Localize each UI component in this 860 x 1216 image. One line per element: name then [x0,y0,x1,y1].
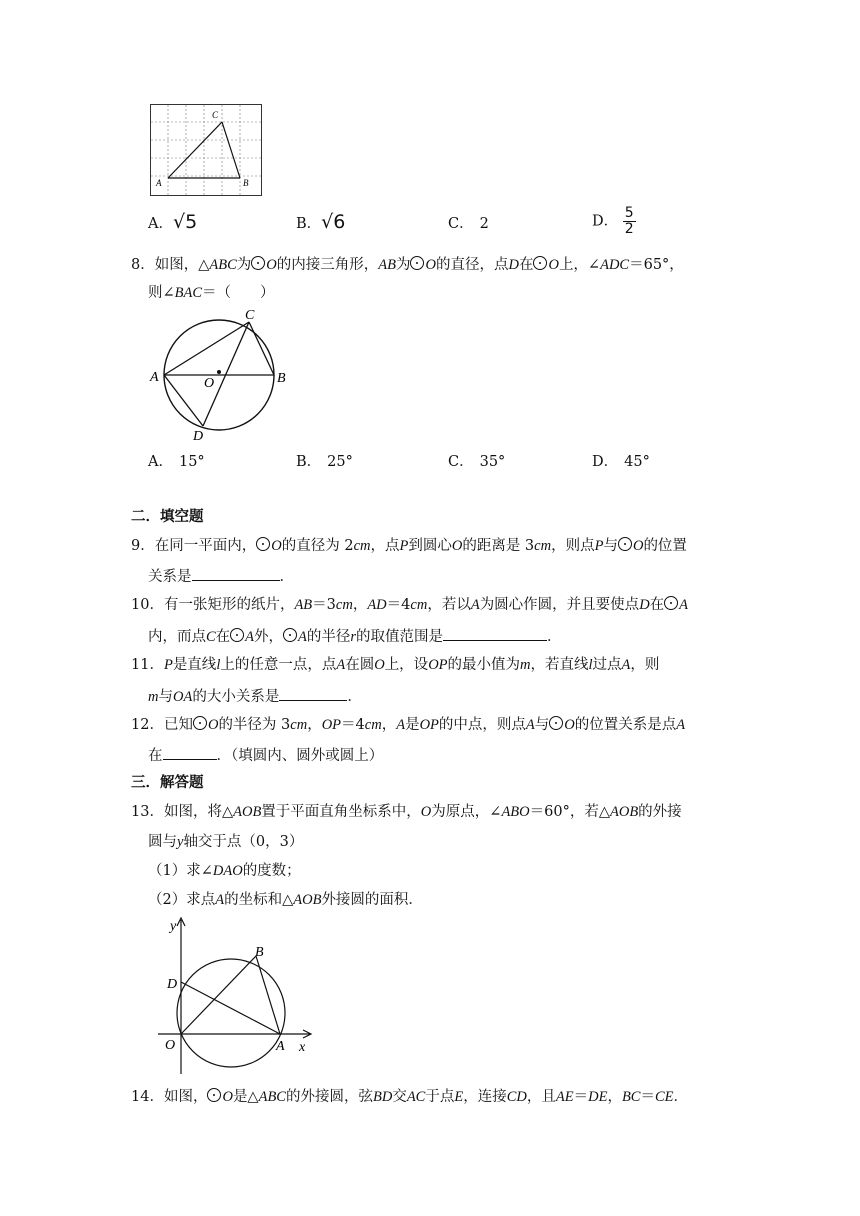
q7-option-d [592,206,636,237]
option-fraction [623,206,636,237]
circle-dot-icon [256,537,270,551]
answer-blank[interactable] [163,744,217,760]
circle-dot-icon [207,1088,221,1102]
circle-dot-icon [283,628,297,642]
fraction-numerator: 5 [624,205,634,221]
q13-sub1: （1）求∠DAO的度数； [148,863,301,879]
q13-label-o: O [165,1038,176,1053]
section-fill-in-blank: 二．填空题 [131,508,204,525]
q8-stem-line1: 8．如图，△ABC为 O的内接三角形，AB为 O的直径，点D在 O上，∠ADC＝65°， [131,257,684,273]
q7-option-c [448,214,489,234]
option-letter: A． [148,216,173,232]
q13-coordinate-figure [158,914,318,1080]
q11-stem-line2: m与OA的大小关系是 ． [148,685,362,707]
q8-label-b: B [277,371,286,386]
circle-dot-icon [533,256,547,270]
option-value: 2 [479,216,489,232]
q7-grid-figure [150,104,262,196]
q14-stem-line1: 14．如图， O是△ABC的外接圆，弦BD交AC于点E，连接CD，且AE＝DE，BC＝CE． [131,1089,688,1105]
q7-option-a [148,212,197,234]
q8-stem-line2: 则∠BAC＝（ ） [148,285,275,301]
q13-stem-line2: 圆与y轴交于点（0，3） [148,834,304,850]
circle-dot-icon [664,596,678,610]
q13-label-b: B [255,945,264,960]
q8-option-a: A． 15° [148,454,205,470]
q8-label-o: O [204,376,215,391]
q13-stem-line1: 13．如图，将△AOB置于平面直角坐标系中，O为原点，∠ABO＝60°，若△AOB的外接 [131,804,682,820]
option-value: √5 [172,211,198,233]
answer-blank[interactable] [443,625,547,641]
option-value: √6 [321,211,346,233]
q8-label-a: A [150,370,159,385]
circle-dot-icon [230,628,244,642]
q8-option-d: D． 45° [592,454,650,470]
q13-label-d: D [167,977,178,992]
circle-dot-icon [549,716,563,730]
circle-dot-icon [193,716,207,730]
circle-dot-icon [618,537,632,551]
q10-stem-line1: 10．有一张矩形的纸片，AB＝3cm，AD＝4cm，若以A为圆心作圆，并且要使点D在 A [131,597,689,613]
option-letter: B． [296,216,322,232]
option-letter: C． [448,216,474,232]
q13-label-a: A [276,1039,285,1054]
answer-blank[interactable] [279,685,347,701]
q9-stem-line1: 9．在同一平面内， O的直径为 2cm，点P到圆心O的距离是 3cm，则点P与 O的位置 [131,538,687,554]
q12-stem-line2: 在 ．（填圆内、圆外或圆上） [148,744,383,766]
q8-option-b: B． 25° [296,454,353,470]
q7-label-c: C [212,110,219,120]
q13-label-y: y [170,919,177,934]
q12-stem-line1: 12．已知 O的半径为 3cm，OP＝4cm，A是OP的中点，则点A与 O的位置关系是点A [131,717,686,733]
q8-option-c: C． 35° [448,454,506,470]
section-solutions: 三．解答题 [131,774,204,791]
answer-blank[interactable] [192,565,280,581]
q7-label-b: B [243,178,249,188]
q11-stem-line1: 11．P是直线l上的任意一点，点A在圆O上，设OP的最小值为m，若直线l过点A，则 [131,657,660,673]
q8-label-d: D [193,429,204,444]
fraction-denominator: 2 [624,221,634,237]
q9-stem-line2: 关系是 ． [148,565,294,587]
q7-label-a: A [156,178,162,188]
q8-circle-figure [145,304,295,444]
circle-dot-icon [410,256,424,270]
option-letter: D． [592,213,619,230]
q7-option-b [296,212,345,234]
circle-dot-icon [251,256,265,270]
q13-sub2: （2）求点A的坐标和△AOB外接圆的面积． [148,892,423,908]
q13-label-x: x [299,1040,306,1055]
q10-stem-line2: 内，而点C在 A外， A的半径r的取值范围是 ． [148,625,562,647]
q8-label-c: C [245,308,255,323]
